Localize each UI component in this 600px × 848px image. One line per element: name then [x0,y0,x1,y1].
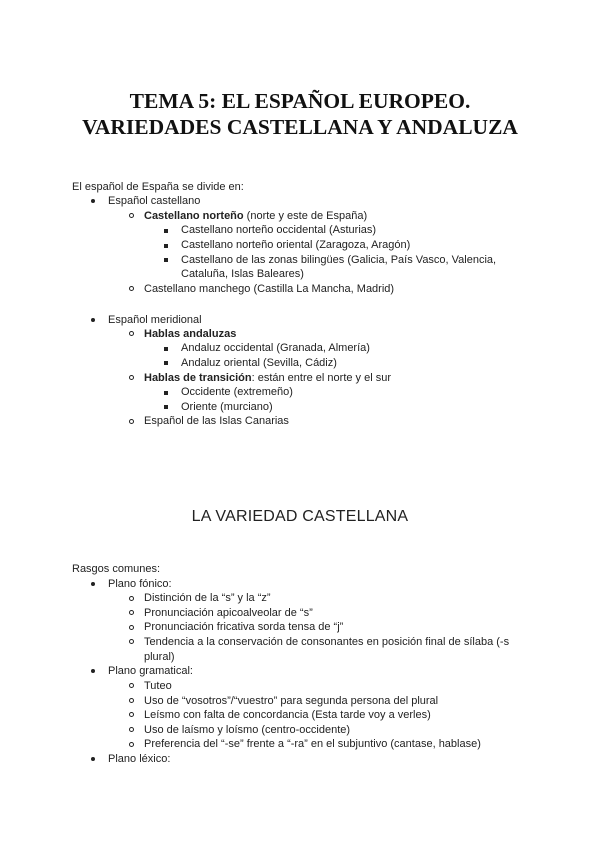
lexico-label: Plano léxico: [108,753,171,765]
circle-bullet [129,639,134,644]
list-item: Castellano de las zonas bilingües (Galicia, País Vasco, Valencia, [181,254,497,266]
circle-bullet [129,683,134,688]
list-item: Pronunciación apicoalveolar de “s” [144,607,313,619]
list-item: Preferencia del “-se” frente a “-ra” en el subjuntivo (cantase, hablase) [144,738,481,750]
square-bullet [164,258,168,262]
square-bullet [164,405,168,409]
castellano-label: Español castellano [108,195,201,207]
list-item: Uso de laísmo y loísmo (centro-occidente) [144,724,351,736]
norteno-label: Castellano norteño (norte y este de España) [144,210,368,222]
circle-bullet [129,727,134,732]
list-item-continued: Cataluña, Islas Baleares) [181,268,304,280]
list-item: Andaluz occidental (Granada, Almería) [181,342,370,354]
square-bullet [164,391,168,395]
circle-bullet [129,712,134,717]
list-item: Leísmo con falta de concordancia (Esta tarde voy a verles) [144,709,431,721]
circle-bullet [129,742,134,747]
intro-text: El español de España se divide en: [72,181,244,193]
list-item: Andaluz oriental (Sevilla, Cádiz) [181,357,337,369]
disc-bullet [91,669,95,673]
disc-bullet [91,199,95,203]
square-bullet [164,361,168,365]
gramatical-label: Plano gramatical: [108,665,193,677]
list-item: Distinción de la “s” y la “z” [144,592,271,604]
list-item: Tendencia a la conservación de consonantes en posición final de sílaba (-s [144,636,510,648]
list-item: Occidente (extremeño) [181,386,293,398]
section-heading: LA VARIEDAD CASTELLANA [191,508,409,525]
andaluzas-label: Hablas andaluzas [144,328,237,340]
canarias-label: Español de las Islas Canarias [144,415,289,427]
circle-bullet [129,419,134,424]
circle-bullet [129,286,134,291]
fonico-label: Plano fónico: [108,578,172,590]
title-line-1: TEMA 5: EL ESPAÑOL EUROPEO. [129,89,471,113]
list-item: Uso de “vosotros”/“vuestro” para segunda persona del plural [144,695,439,707]
list-item: Castellano norteño oriental (Zaragoza, Aragón) [181,239,411,251]
square-bullet [164,229,168,233]
title-line-2: VARIEDADES CASTELLANA Y ANDALUZA [82,115,518,139]
section-intro: Rasgos comunes: [72,563,161,575]
list-item: Oriente (murciano) [181,401,273,413]
document-title [0,88,600,140]
transicion-label: Hablas de transición: están entre el norte y el sur [144,372,392,384]
manchego-label: Castellano manchego (Castilla La Mancha, Madrid) [144,283,395,295]
list-item: Pronunciación fricativa sorda tensa de “j” [144,621,344,633]
circle-bullet [129,331,134,336]
meridional-label: Español meridional [108,314,202,326]
disc-bullet [91,582,95,586]
circle-bullet [129,596,134,601]
list-item-continued: plural) [144,651,175,663]
list-item: Castellano norteño occidental (Asturias) [181,224,377,236]
disc-bullet [91,757,95,761]
circle-bullet [129,610,134,615]
square-bullet [164,347,168,351]
circle-bullet [129,375,134,380]
circle-bullet [129,213,134,218]
circle-bullet [129,625,134,630]
square-bullet [164,244,168,248]
disc-bullet [91,318,95,322]
list-item: Tuteo [144,680,172,692]
circle-bullet [129,698,134,703]
